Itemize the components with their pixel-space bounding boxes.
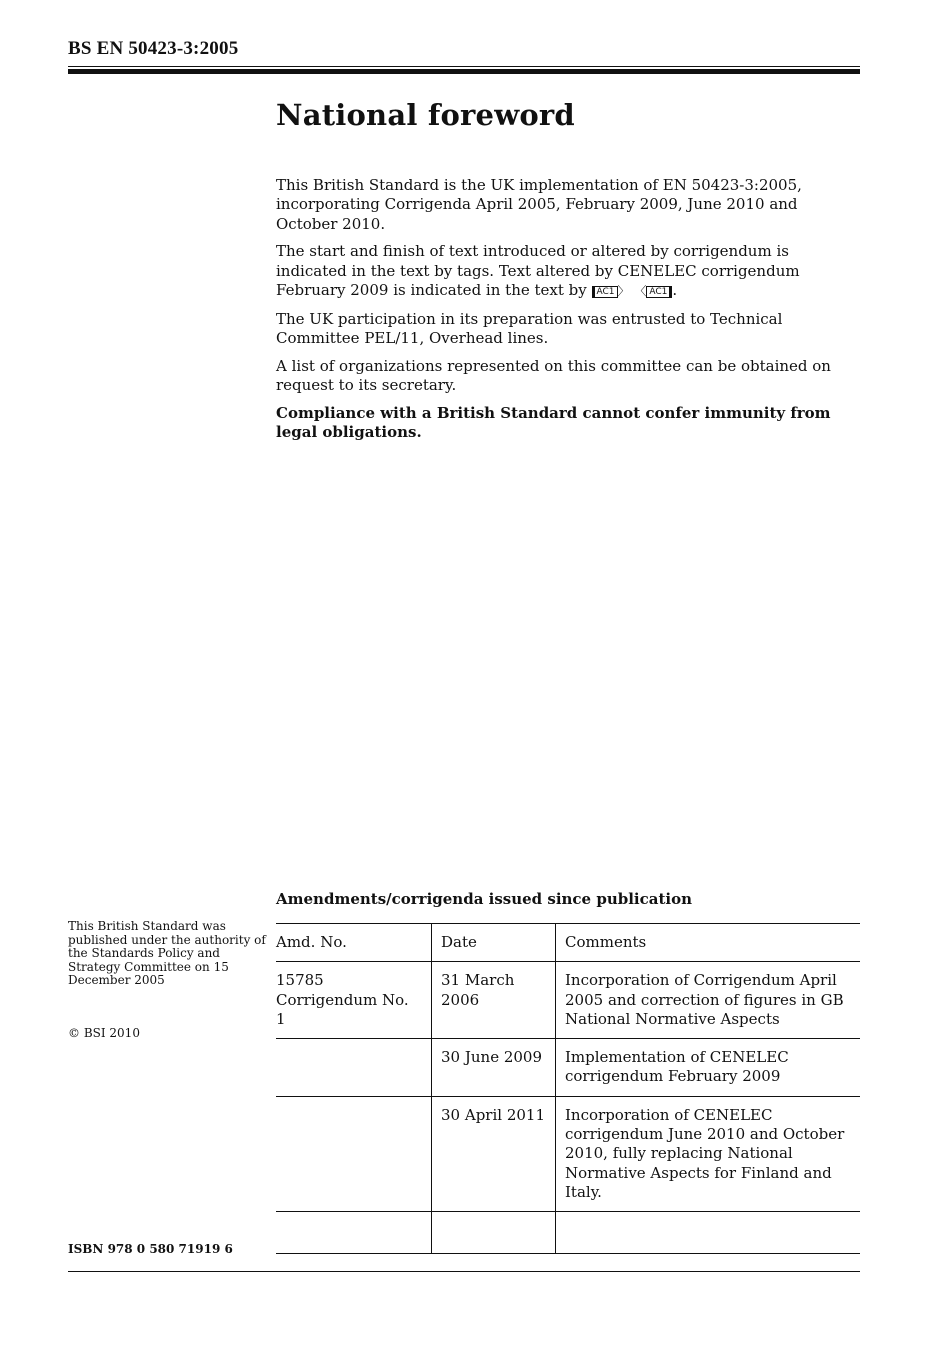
amd-no-cell [276,1039,432,1097]
column-header-amd-no: Amd. No. [276,924,432,962]
table-row [276,1096,860,1211]
tag-chevron-left-icon: 〈 [634,283,647,298]
header-rule-thin [68,66,860,67]
foreword-body [276,176,836,451]
isbn: ISBN 978 0 580 71919 6 [68,1242,233,1256]
copyright-notice: © BSI 2010 [68,1026,140,1040]
amd-no-cell: 15785 Corrigendum No. 1 [276,962,432,1039]
foreword-paragraph-1: This British Standard is the UK implementation of EN 50423-3:2005, incorporating Corrigenda April 2005, February 2009, June 2010 and October 2010. [276,176,802,233]
compliance-statement: Compliance with a British Standard cannot confer immunity from legal obligations. [276,403,831,442]
amd-no-cell [276,1212,432,1254]
comments-cell: Implementation of CENELEC corrigendum February 2009 [556,1039,861,1097]
column-header-date: Date [432,924,556,962]
corrigendum-end-tag-icon: AC1 [646,286,672,298]
table-header-row [276,924,860,962]
column-header-comments: Comments [556,924,861,962]
table-row [276,962,860,1039]
tag-chevron-right-icon: 〉 [617,283,630,298]
foreword-paragraph-4: A list of organizations represented on this committee can be obtained on request to its secretary. [276,356,831,395]
date-cell: 30 April 2011 [432,1096,556,1211]
foreword-paragraph-3: The UK participation in its preparation was entrusted to Technical Committee PEL/11, Overhead lines. [276,309,783,348]
comments-cell: Incorporation of Corrigendum April 2005 and correction of figures in GB National Normative Aspects [556,962,861,1039]
table-row [276,1039,860,1097]
publication-note: This British Standard was published under the authority of the Standards Policy and Strategy Committee on 15 December 2005 [68,919,266,988]
table-row-empty [276,1212,860,1254]
date-cell: 31 March 2006 [432,962,556,1039]
amd-no-cell [276,1096,432,1211]
foreword-paragraph-2: The start and finish of text introduced or altered by corrigendum is indicated in the text by tags. Text altered by CENELEC corrigendum February 2009 is indicated in the text by AC1 〉 〈 AC1 . [276,242,800,299]
amendments-table [276,923,860,1254]
page-title: National foreword [276,98,575,132]
foreword-paragraph-2-text: The start and finish of text introduced or altered by corrigendum is indicated in the text by tags. Text altered by CENELEC corrigendum February 2009 is indicated in the text by [276,242,800,299]
document-id: BS EN 50423-3:2005 [68,38,239,59]
footer-rule [68,1271,860,1272]
corrigendum-start-tag-icon: AC1 [592,286,618,298]
comments-cell [556,1212,861,1254]
amendments-heading: Amendments/corrigenda issued since publication [276,890,692,908]
date-cell: 30 June 2009 [432,1039,556,1097]
comments-cell: Incorporation of CENELEC corrigendum June 2010 and October 2010, fully replacing National Normative Aspects for Finland and Italy. [556,1096,861,1211]
date-cell [432,1212,556,1254]
header-rule-thick [68,69,860,74]
